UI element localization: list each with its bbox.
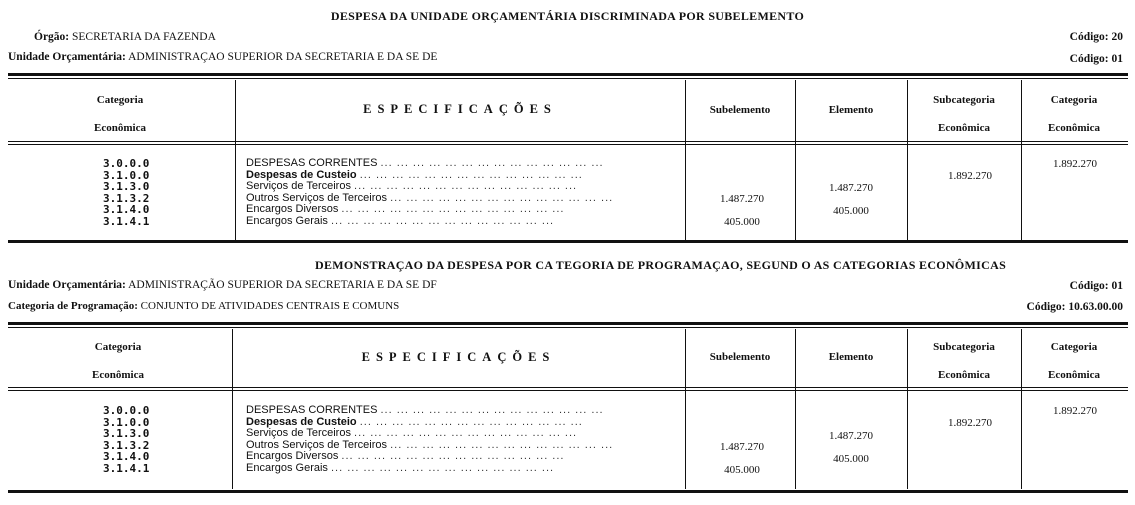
categoria-programacao-code: Código: 10.63.00.00	[1026, 301, 1123, 313]
code-cell: 3.1.4.0	[103, 450, 150, 463]
categoria-programacao-value: CONJUNTO DE ATIVIDADES CENTRAIS E COMUNS	[140, 300, 400, 312]
code-cell: 3.1.4.1	[103, 461, 150, 475]
header-text: Categoria	[94, 341, 142, 353]
unidade-value-2: ADMINISTRAÇÃO SUPERIOR DA SECRETARIA E DA SE DF	[128, 279, 437, 291]
header-text: Categoria	[96, 94, 144, 106]
unidade-line-2	[8, 279, 437, 291]
code-cell: 3.0.0.0	[103, 157, 150, 170]
section2-title: DEMONSTRAÇAO DA DESPESA POR CA TEGORIA DE PROGRAMAÇAO, SEGUND O AS CATEGORIAS ECONÔMICAS	[315, 258, 1007, 272]
categoria-programacao-line	[8, 300, 399, 312]
spec-row: Despesas de Custeio ... ... ... ... ... ... ... ... ... ... ... ... ... ...	[246, 169, 583, 181]
table1-top-rule-thin	[8, 78, 1128, 79]
table2-bottom-rule	[8, 490, 1128, 493]
table1-header-subelemento: Subelemento	[709, 104, 771, 116]
section1-title: DESPESA DA UNIDADE ORÇAMENTÁRIA DISCRIMINADA POR SUBELEMENTO	[330, 9, 805, 23]
spec-text: Encargos Diversos	[246, 204, 339, 215]
table1-elemento-1: 1.487.270	[829, 182, 873, 194]
spec-text: Outros Serviços de Terceiros	[246, 439, 388, 451]
table1-col-divider	[1021, 80, 1022, 240]
code-cell: 3.1.4.0	[103, 203, 150, 216]
table2-header-categoria	[58, 333, 178, 389]
table2-categoria: 1.892.270	[1053, 405, 1097, 417]
spec-text: Encargos Gerais	[246, 215, 328, 227]
table2-elemento-2: 405.000	[833, 453, 869, 465]
table2-top-rule-thin	[8, 327, 1128, 328]
table1-subcategoria: 1.892.270	[948, 170, 992, 182]
table2-subelemento-2: 405.000	[724, 464, 760, 476]
code-cell: 3.1.0.0	[103, 168, 150, 182]
unidade-code-2: Código: 01	[1069, 280, 1123, 292]
orgao-value: SECRETARIA DA FAZENDA	[72, 31, 216, 43]
spec-row: Despesas de Custeio ... ... ... ... ... ... ... ... ... ... ... ... ... ...	[246, 416, 583, 428]
table1-header-categoria-2	[1024, 86, 1124, 142]
table1-col-divider	[685, 80, 686, 240]
table1-categoria: 1.892.270	[1053, 158, 1097, 170]
unidade-code-1: Código: 01	[1069, 53, 1123, 65]
table1-bottom-rule	[8, 240, 1128, 243]
table2-header-subelemento: Subelemento	[709, 351, 771, 363]
unidade-label-2: Unidade Orçamentária:	[8, 279, 126, 291]
header-text: Categoria	[1050, 341, 1098, 353]
table1-header-subcategoria	[910, 86, 1018, 142]
spec-text: Encargos Diversos	[246, 451, 339, 462]
header-text: Econômica	[1048, 122, 1100, 134]
table2-header-categoria-2	[1024, 333, 1124, 389]
code-cell: 3.1.3.0	[103, 427, 150, 440]
table2-top-rule	[8, 322, 1128, 325]
code-cell: 3.1.3.0	[103, 180, 150, 193]
orgao-label: Órgão:	[34, 31, 70, 43]
code-cell: 3.1.0.0	[103, 415, 150, 429]
spec-text: DESPESAS CORRENTES	[246, 405, 378, 416]
spec-row: DESPESAS CORRENTES ... ... ... ... ... ... ... ... ... ... ... ... ... ...	[246, 405, 604, 416]
table2-subcategoria: 1.892.270	[948, 417, 992, 429]
table2-col-divider	[1021, 329, 1022, 489]
spec-text: Serviços de Terceiros	[246, 428, 351, 439]
spec-row: Encargos Gerais ... ... ... ... ... ... ... ... ... ... ... ... ... ...	[246, 215, 555, 227]
orgao-code: Código: 20	[1069, 31, 1123, 43]
table1-specs	[246, 158, 681, 227]
header-text: Econômica	[94, 122, 146, 134]
code-cell: 3.1.3.2	[103, 191, 150, 205]
table2-codes	[103, 405, 149, 474]
spec-text: Serviços de Terceiros	[246, 181, 351, 192]
header-text: Econômica	[1048, 369, 1100, 381]
spec-row: Outros Serviços de Terceiros ... ... ... ... ... ... ... ... ... ... ... ... ... ...	[246, 192, 614, 204]
table1-top-rule	[8, 73, 1128, 76]
spec-row: Outros Serviços de Terceiros ... ... ... ... ... ... ... ... ... ... ... ... ... ...	[246, 439, 614, 451]
table1-col-divider	[235, 80, 236, 240]
spec-row: Encargos Gerais ... ... ... ... ... ... ... ... ... ... ... ... ... ...	[246, 462, 555, 474]
header-text: Categoria	[1050, 94, 1098, 106]
table1-col-divider	[795, 80, 796, 240]
spec-text: Despesas de Custeio	[246, 169, 357, 181]
code-cell: 3.1.3.2	[103, 438, 150, 452]
table1-header-categoria	[60, 86, 180, 142]
table2-header-subcategoria	[910, 333, 1018, 389]
table1-header-rule-2	[8, 144, 1128, 145]
spec-row: Serviços de Terceiros ... ... ... ... ... ... ... ... ... ... ... ... ... ...	[246, 181, 578, 192]
spec-text: Despesas de Custeio	[246, 416, 357, 428]
table2-header-especificacoes: ESPECIFICAÇÕES	[361, 350, 556, 364]
table1-header-elemento: Elemento	[828, 104, 874, 116]
header-text: Subcategoria	[933, 94, 995, 106]
spec-text: Outros Serviços de Terceiros	[246, 192, 388, 204]
table2-elemento-1: 1.487.270	[829, 430, 873, 442]
header-text: Econômica	[938, 122, 990, 134]
header-text: Subcategoria	[933, 341, 995, 353]
table1-col-divider	[907, 80, 908, 240]
table1-codes	[103, 158, 149, 227]
table1-elemento-2: 405.000	[833, 205, 869, 217]
unidade-line-1	[8, 51, 437, 63]
unidade-label-1: Unidade Orçamentária:	[8, 51, 126, 63]
spec-row: Encargos Diversos ... ... ... ... ... ... ... ... ... ... ... ... ... ...	[246, 204, 565, 215]
table2-col-divider	[232, 329, 233, 489]
spec-row: DESPESAS CORRENTES ... ... ... ... ... ... ... ... ... ... ... ... ... ...	[246, 158, 604, 169]
table2-col-divider	[907, 329, 908, 489]
table2-col-divider	[795, 329, 796, 489]
table1-subelemento-2: 405.000	[724, 216, 760, 228]
spec-text: Encargos Gerais	[246, 462, 328, 474]
table2-col-divider	[685, 329, 686, 489]
code-cell: 3.0.0.0	[103, 404, 150, 417]
spec-row: Serviços de Terceiros ... ... ... ... ... ... ... ... ... ... ... ... ... ...	[246, 428, 578, 439]
table2-header-elemento: Elemento	[828, 351, 874, 363]
table1-subelemento-1: 1.487.270	[720, 193, 764, 205]
unidade-value-1: ADMINISTRAÇAO SUPERIOR DA SECRETARIA E DA SE DE	[128, 51, 438, 63]
table2-header-rule-2	[8, 390, 1128, 391]
header-text: Econômica	[938, 369, 990, 381]
header-text: Econômica	[92, 369, 144, 381]
code-cell: 3.1.4.1	[103, 214, 150, 228]
spec-text: DESPESAS CORRENTES	[246, 158, 378, 169]
orgao-line	[34, 31, 216, 43]
spec-row: Encargos Diversos ... ... ... ... ... ... ... ... ... ... ... ... ... ...	[246, 451, 565, 462]
table1-header-especificacoes: ESPECIFICAÇÕES	[363, 102, 557, 116]
table2-specs	[246, 405, 681, 474]
table2-subelemento-1: 1.487.270	[720, 441, 764, 453]
categoria-programacao-label: Categoria de Programação:	[8, 300, 138, 312]
